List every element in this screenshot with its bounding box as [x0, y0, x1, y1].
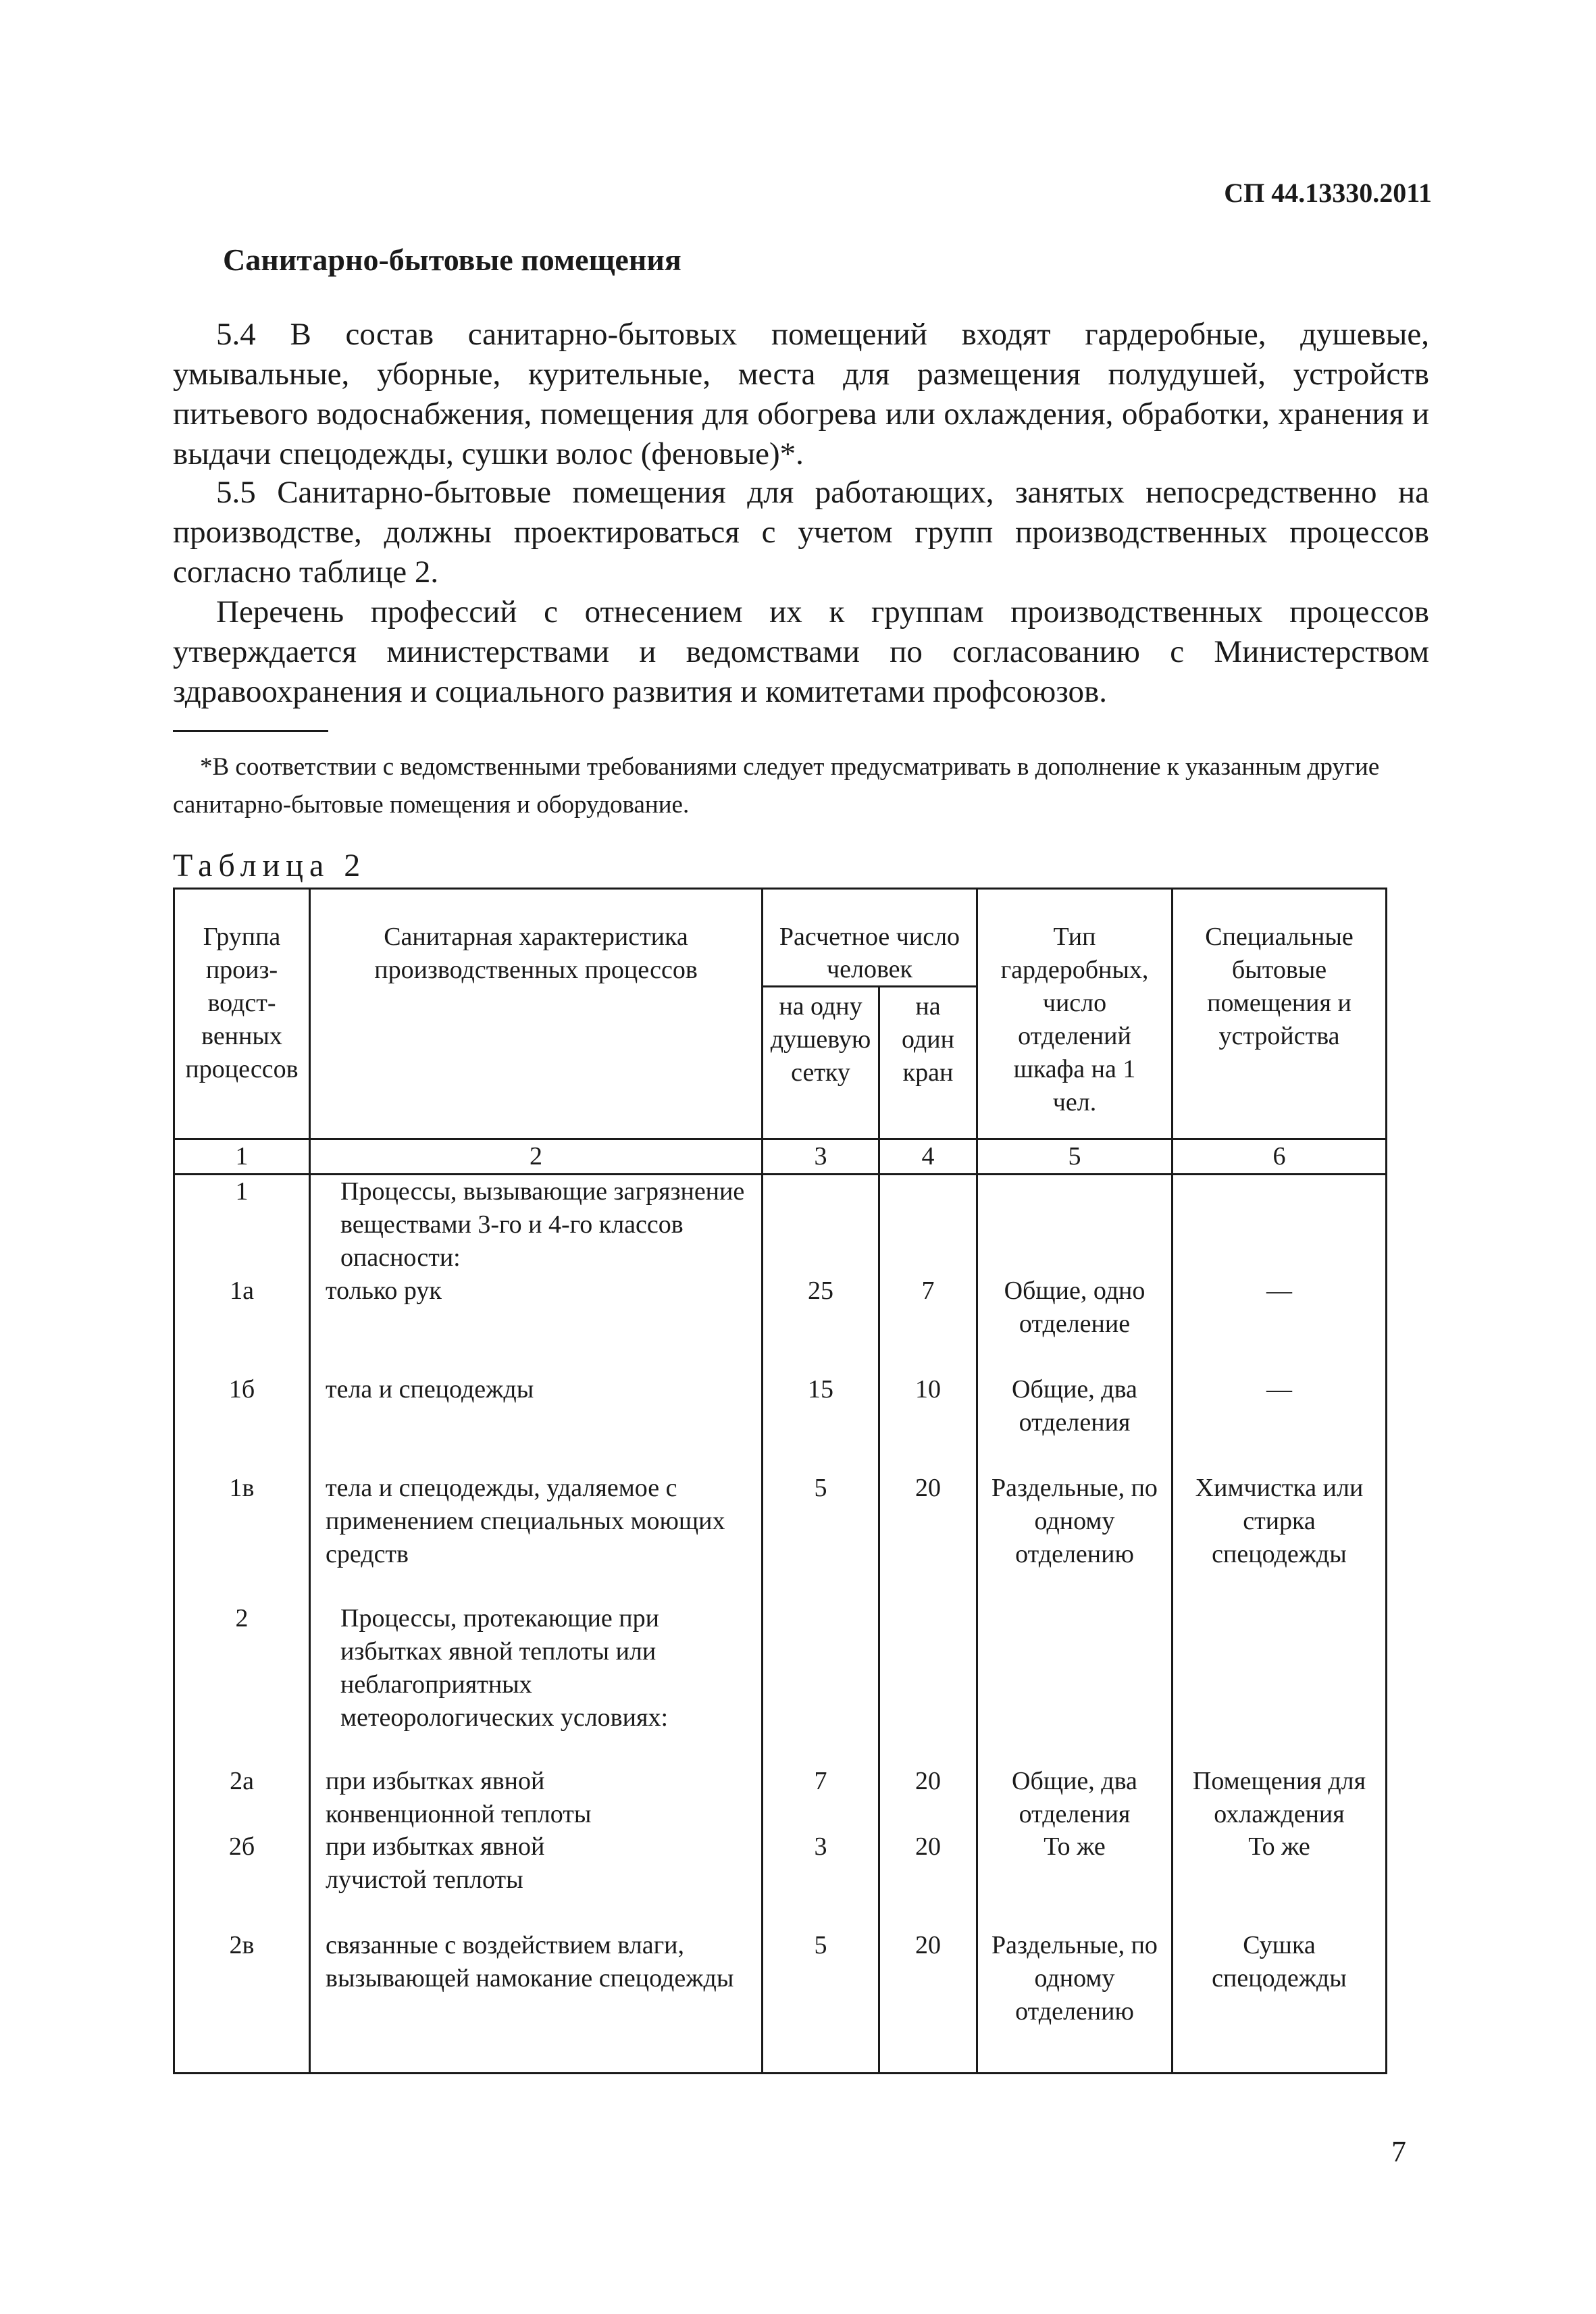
table-cell-special: Химчистка или стирка спецодежды [1195, 1474, 1364, 1568]
footnote-divider [173, 730, 328, 732]
paragraph-5-5: 5.5 Санитарно-бытовые помещения для работающих, занятых непосредственно на производстве, должны проектироваться с учетом групп производственных процессов согласно таблице 2. [173, 475, 1429, 590]
header-wardrobe: Тип гардеробных, число отделений шкафа на 1 чел. [977, 889, 1173, 1139]
table-cell-group: 1в [229, 1474, 255, 1502]
column-characteristic [310, 1175, 763, 2074]
table-cell-characteristic: Процессы, вызывающие загрязнение веществами 3-го и 4-го классов опасности: [340, 1177, 745, 1272]
table-cell-wardrobe: Раздельные, по одному отделению [992, 1474, 1158, 1568]
table-cell-characteristic: только рук [326, 1277, 442, 1305]
table-cell-characteristic: тела и спецодежды [326, 1375, 534, 1404]
table-cell-per-tap: 20 [915, 1931, 941, 1959]
column-number-4: 4 [879, 1139, 977, 1175]
table-cell-per-shower: 15 [808, 1375, 833, 1404]
table-cell-group: 1 [235, 1177, 249, 1206]
table-cell-per-tap: 20 [915, 1474, 941, 1502]
column-number-6: 6 [1173, 1139, 1387, 1175]
table-2 [173, 888, 1387, 2074]
table-cell-wardrobe: Общие, два отделения [1012, 1767, 1137, 1828]
column-group [174, 1175, 310, 2074]
table-cell-characteristic: при избытках явной конвенционной теплоты [326, 1767, 592, 1828]
header-characteristic: Санитарная характеристика производственных процессов [310, 889, 763, 1139]
column-number-2: 2 [310, 1139, 763, 1175]
table-cell-per-shower: 25 [808, 1277, 833, 1305]
column-special [1173, 1175, 1387, 2074]
column-number-1: 1 [174, 1139, 310, 1175]
table-cell-group: 1а [230, 1277, 254, 1305]
header-persons: Расчетное число человек [763, 889, 977, 987]
table-cell-wardrobe: То же [1044, 1832, 1106, 1861]
table-cell-per-shower: 5 [814, 1474, 827, 1502]
table-cell-wardrobe: Общие, одно отделение [1004, 1277, 1145, 1338]
table-cell-characteristic: связанные с воздействием влаги, вызывающей намокание спецодежды [326, 1931, 734, 1992]
page-number: 7 [1391, 2135, 1406, 2168]
table-cell-group: 2б [228, 1832, 255, 1861]
table-cell-special: Сушка спецодежды [1212, 1931, 1347, 1992]
table-cell-group: 2в [229, 1931, 255, 1959]
document-code: СП 44.13330.2011 [1224, 178, 1432, 208]
column-number-5: 5 [977, 1139, 1173, 1175]
table-cell-per-tap: 20 [915, 1767, 941, 1795]
table-cell-per-tap: 20 [915, 1832, 941, 1861]
column-wardrobe [977, 1175, 1173, 2074]
header-per-shower: на одну душевую сетку [763, 987, 879, 1139]
table-cell-per-shower: 7 [814, 1767, 827, 1795]
footnote: *В соответствии с ведомственными требованиями следует предусматривать в дополнение к указанным другие санитарно-бытовые помещения и оборудование. [173, 753, 1380, 819]
table-cell-characteristic: тела и спецодежды, удаляемое с применением специальных моющих средств [326, 1474, 725, 1568]
table-cell-characteristic: Процессы, протекающие при избытках явной теплоты или неблагоприятных метеорологических условиях: [340, 1604, 669, 1732]
paragraph-professions-list: Перечень профессий с отнесением их к группам производственных процессов утверждается министерствами и ведомствами по согласованию с Министерством здравоохранения и социального развития и комитетами профсоюзов. [173, 594, 1429, 709]
table-cell-special: — [1266, 1277, 1292, 1305]
table-caption: Таблица 2 [173, 848, 367, 883]
column-per-shower [763, 1175, 879, 2074]
table-cell-characteristic: при избытках явной лучистой теплоты [326, 1832, 545, 1894]
header-special: Специальные бытовые помещения и устройства [1173, 889, 1387, 1139]
header-per-tap: на один кран [879, 987, 977, 1139]
table-cell-special: — [1266, 1375, 1292, 1404]
paragraph-5-4: 5.4 В состав санитарно-бытовых помещений входят гардеробные, душевые, умывальные, уборные, курительные, места для размещения полудушей, устройств питьевого водоснабжения, помещения для обогрева или охлаждения, обработки, хранения и выдачи спецодежды, сушки волос (феновые)*. [173, 317, 1429, 471]
header-group: Группа произ- водст- венных процессов [174, 889, 310, 1139]
table-cell-wardrobe: Раздельные, по одному отделению [992, 1931, 1158, 2026]
table-cell-group: 2а [230, 1767, 254, 1795]
table-cell-per-shower: 3 [814, 1832, 827, 1861]
section-heading: Санитарно-бытовые помещения [223, 242, 681, 277]
table-cell-wardrobe: Общие, два отделения [1012, 1375, 1137, 1437]
table-cell-group: 2 [235, 1604, 249, 1632]
table-cell-per-shower: 5 [814, 1931, 827, 1959]
table-cell-per-tap: 10 [915, 1375, 941, 1404]
table-cell-special: То же [1248, 1832, 1310, 1861]
table-cell-special: Помещения для охлаждения [1192, 1767, 1366, 1828]
column-number-3: 3 [763, 1139, 879, 1175]
table-cell-per-tap: 7 [921, 1277, 935, 1305]
table-cell-group: 1б [228, 1375, 255, 1404]
column-per-tap [879, 1175, 977, 2074]
